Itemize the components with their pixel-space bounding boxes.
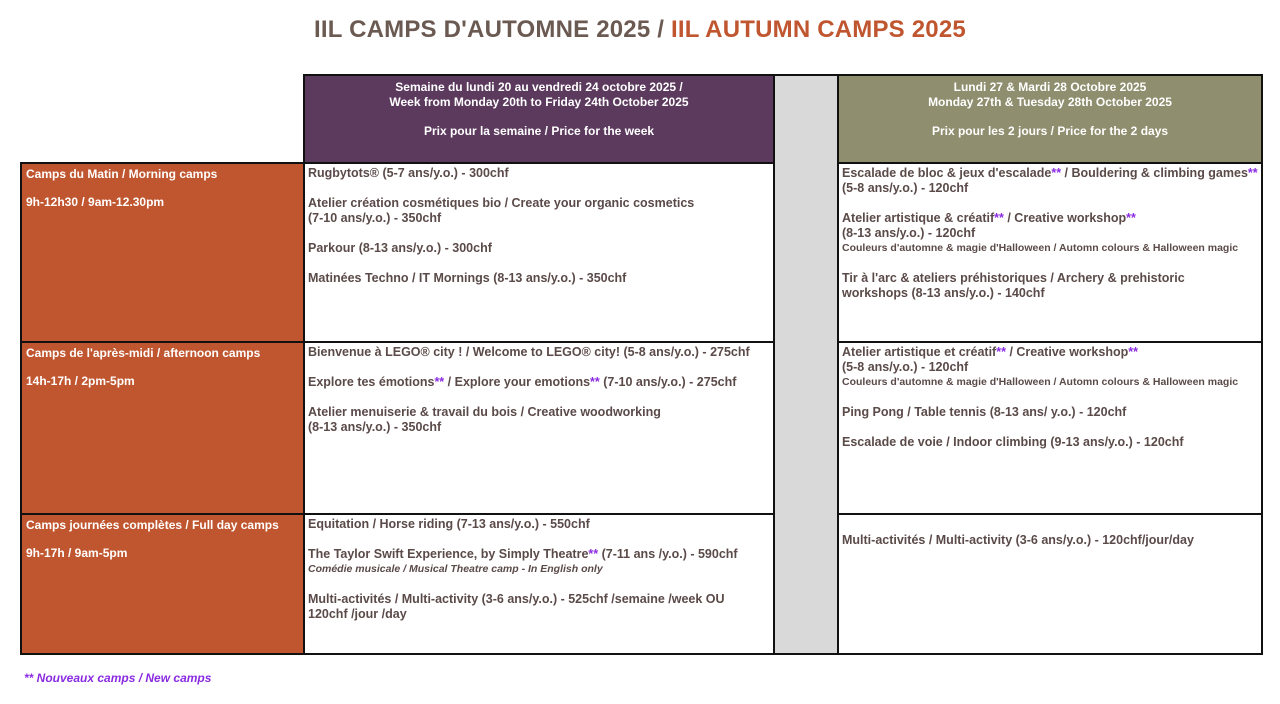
new-marker: **: [1126, 211, 1136, 225]
camp-pingpong: Ping Pong / Table tennis (8-13 ans/ y.o.) - 120chf: [842, 405, 1127, 419]
fullday-label: Camps journées complètes / Full day camps: [26, 518, 279, 532]
camp-archery-line2: workshops (8-13 ans/y.o.) - 140chf: [842, 286, 1045, 300]
week1-header-line1: Semaine du lundi 20 au vendredi 24 octobre 2025 /: [395, 80, 683, 94]
week2-header: [837, 74, 1263, 164]
new-marker: **: [434, 375, 445, 389]
morning-week1-cell: [303, 162, 775, 343]
camp-indoor-climbing: Escalade de voie / Indoor climbing (9-13 ans/y.o.) - 120chf: [842, 435, 1184, 449]
page-title: [0, 16, 1280, 44]
camp-emotions: [308, 375, 770, 390]
fullday-week1-cell: [303, 513, 775, 655]
camp-archery: [842, 271, 1258, 301]
week1-price-note: Prix pour la semaine / Price for the week: [423, 124, 655, 138]
afternoon-week1-cell: [303, 341, 775, 515]
afternoon-time: 14h-17h / 2pm-5pm: [26, 374, 135, 388]
morning-label: Camps du Matin / Morning camps: [26, 167, 218, 181]
new-marker: **: [996, 345, 1006, 359]
fullday-time: 9h-17h / 9am-5pm: [26, 546, 128, 560]
camp-emotions-fr: Explore tes émotions: [308, 375, 435, 389]
camp-parkour: Parkour (8-13 ans/y.o.) - 300chf: [308, 241, 492, 255]
camp-multi-activity-days: Multi-activités / Multi-activity (3-6 ans/y.o.) - 120chf/jour/day: [842, 533, 1194, 547]
camp-art-morning: [842, 211, 1258, 256]
new-camps-footnote: ** Nouveaux camps / New camps: [24, 671, 212, 685]
week1-header-line2: Week from Monday 20th to Friday 24th October 2025: [389, 95, 689, 109]
camp-art-en: / Creative workshop: [1007, 211, 1127, 225]
camp-cosmetics: [308, 196, 770, 226]
new-marker: **: [1128, 345, 1138, 359]
camp-cosmetics-line2: (7-10 ans/y.o.) - 350chf: [308, 211, 442, 225]
camp-rugbytots: Rugbytots® (5-7 ans/y.o.) - 300chf: [308, 166, 509, 180]
camp-multi-line1: Multi-activités / Multi-activity (3-6 ans/y.o.) - 525chf /semaine /week OU: [308, 592, 725, 606]
new-marker: **: [1051, 166, 1062, 180]
camp-woodworking-line1: Atelier menuiserie & travail du bois / Creative woodworking: [308, 405, 661, 419]
camp-taylor-subtitle: Comédie musicale / Musical Theatre camp - In English only: [308, 563, 603, 575]
camp-woodworking: [308, 405, 770, 435]
row-label-fullday: [20, 513, 305, 655]
camp-woodworking-line2: (8-13 ans/y.o.) - 350chf: [308, 420, 442, 434]
camp-taylor-age: (7-11 ans /y.o.) - 590chf: [601, 547, 738, 561]
new-marker: **: [590, 375, 600, 389]
camp-bouldering-en: / Bouldering & climbing games: [1064, 166, 1248, 180]
new-marker: **: [994, 211, 1004, 225]
fullday-week2-cell: [837, 513, 1263, 655]
morning-time: 9h-12h30 / 9am-12.30pm: [26, 195, 165, 209]
week1-header: [303, 74, 775, 164]
row-label-afternoon: [20, 341, 305, 515]
afternoon-label: Camps de l'après-midi / afternoon camps: [26, 346, 261, 360]
camp-bouldering-fr: Escalade de bloc & jeux d'escalade: [842, 166, 1052, 180]
title-en: IIL AUTUMN CAMPS 2025: [671, 16, 966, 43]
camp-bouldering-age: (5-8 ans/y.o.) - 120chf: [842, 181, 969, 195]
new-marker: **: [588, 547, 599, 561]
week2-header-line1: Lundi 27 & Mardi 28 Octobre 2025: [953, 80, 1147, 94]
camp-emotions-age: (7-10 ans/y.o.) - 275chf: [603, 375, 737, 389]
morning-week2-cell: [837, 162, 1263, 343]
separator-column: [773, 74, 839, 655]
camp-bouldering: [842, 166, 1258, 196]
camp-art-age: (8-13 ans/y.o.) - 120chf: [842, 226, 976, 240]
new-marker: **: [1247, 166, 1258, 180]
camp-techno: Matinées Techno / IT Mornings (8-13 ans/y.o.) - 350chf: [308, 271, 627, 285]
week2-header-line2: Monday 27th & Tuesday 28th October 2025: [928, 95, 1172, 109]
camp-art-afternoon: [842, 345, 1258, 390]
camp-art-pm-fr: Atelier artistique et créatif: [842, 345, 997, 359]
camp-cosmetics-line1: Atelier création cosmétiques bio / Create your organic cosmetics: [308, 196, 695, 210]
camp-art-pm-en: / Creative workshop: [1009, 345, 1129, 359]
week2-price-note: Prix pour les 2 jours / Price for the 2 days: [931, 124, 1169, 138]
camp-art-subtitle: Couleurs d'automne & magie d'Halloween / Automn colours & Halloween magic: [842, 242, 1239, 254]
camp-horse-riding: Equitation / Horse riding (7-13 ans/y.o.) - 550chf: [308, 517, 590, 531]
camp-taylor-swift: [308, 547, 770, 577]
camp-archery-line1: Tir à l'arc & ateliers préhistoriques / Archery & prehistoric: [842, 271, 1185, 285]
camp-taylor-title: The Taylor Swift Experience, by Simply Theatre: [308, 547, 589, 561]
camp-multi-activity-week: [308, 592, 770, 622]
camp-art-pm-subtitle: Couleurs d'automne & magie d'Halloween / Automn colours & Halloween magic: [842, 376, 1239, 388]
camp-lego: Bienvenue à LEGO® city ! / Welcome to LEGO® city! (5-8 ans/y.o.) - 275chf: [308, 345, 750, 359]
title-fr: IIL CAMPS D'AUTOMNE 2025 /: [314, 16, 665, 43]
camp-art-fr: Atelier artistique & créatif: [842, 211, 995, 225]
row-label-morning: [20, 162, 305, 343]
camp-art-pm-age: (5-8 ans/y.o.) - 120chf: [842, 360, 969, 374]
camp-multi-line2: 120chf /jour /day: [308, 607, 407, 621]
camp-emotions-en: / Explore your emotions: [447, 375, 591, 389]
afternoon-week2-cell: [837, 341, 1263, 515]
